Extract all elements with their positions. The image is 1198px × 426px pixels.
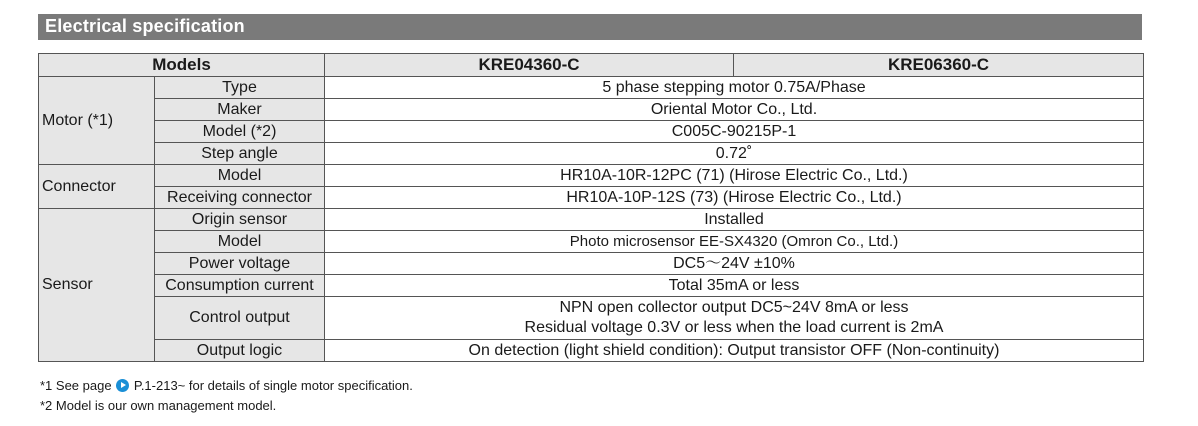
connector-category: Connector [39, 165, 155, 209]
table-row [39, 297, 1144, 340]
row-value-sensor-model: Photo microsensor EE-SX4320 (Omron Co., Ltd.) [325, 231, 1144, 253]
motor-category: Motor (*1) [39, 77, 155, 165]
row-value-step-angle: 0.72˚ [325, 143, 1144, 165]
row-label-type: Type [155, 77, 325, 99]
section-title-bar [38, 14, 1142, 40]
row-value-consumption-current: Total 35mA or less [325, 275, 1144, 297]
row-value-receiving-connector: HR10A-10P-12S (73) (Hirose Electric Co., Ltd.) [325, 187, 1144, 209]
table-row [39, 209, 1144, 231]
page-link-arrow-icon[interactable] [116, 379, 129, 392]
row-value-control-output [325, 297, 1144, 340]
footnote-1 [40, 376, 413, 396]
table-row [39, 143, 1144, 165]
row-label-motor-model: Model (*2) [155, 121, 325, 143]
section-title: Electrical specification [45, 16, 245, 36]
row-label-connector-model: Model [155, 165, 325, 187]
footnote-1-prefix: *1 See page [40, 378, 112, 393]
table-row [39, 340, 1144, 362]
footnote-2: *2 Model is our own management model. [40, 398, 277, 413]
row-value-maker: Oriental Motor Co., Ltd. [325, 99, 1144, 121]
row-label-sensor-model: Model [155, 231, 325, 253]
row-label-receiving-connector: Receiving connector [155, 187, 325, 209]
table-row [39, 165, 1144, 187]
row-value-output-logic: On detection (light shield condition): Output transistor OFF (Non-continuity) [325, 340, 1144, 362]
row-label-power-voltage: Power voltage [155, 253, 325, 275]
row-value-type: 5 phase stepping motor 0.75A/Phase [325, 77, 1144, 99]
table-row [39, 187, 1144, 209]
row-label-control-output: Control output [155, 297, 325, 340]
row-value-connector-model: HR10A-10R-12PC (71) (Hirose Electric Co., Ltd.) [325, 165, 1144, 187]
table-header-row [39, 54, 1144, 77]
row-value-power-voltage: DC5～24V ±10% [325, 253, 1144, 275]
table-row [39, 121, 1144, 143]
control-output-line-1: NPN open collector output DC5~24V 8mA or less [559, 299, 909, 316]
model-b-header: KRE06360-C [734, 54, 1144, 77]
row-label-step-angle: Step angle [155, 143, 325, 165]
table-row [39, 253, 1144, 275]
table-row [39, 231, 1144, 253]
model-a-header: KRE04360-C [325, 54, 734, 77]
control-output-line-2: Residual voltage 0.3V or less when the load current is 2mA [524, 319, 944, 336]
table-row [39, 275, 1144, 297]
models-header: Models [39, 54, 325, 77]
row-label-origin-sensor: Origin sensor [155, 209, 325, 231]
row-value-motor-model: C005C-90215P-1 [325, 121, 1144, 143]
table-row [39, 77, 1144, 99]
row-label-consumption-current: Consumption current [155, 275, 325, 297]
footnotes [40, 376, 413, 416]
footnote-1-suffix: P.1-213~ for details of single motor specification. [133, 378, 413, 393]
row-label-output-logic: Output logic [155, 340, 325, 362]
row-label-maker: Maker [155, 99, 325, 121]
electrical-spec-table [38, 53, 1144, 362]
sensor-category: Sensor [39, 209, 155, 362]
row-value-origin-sensor: Installed [325, 209, 1144, 231]
table-row [39, 99, 1144, 121]
